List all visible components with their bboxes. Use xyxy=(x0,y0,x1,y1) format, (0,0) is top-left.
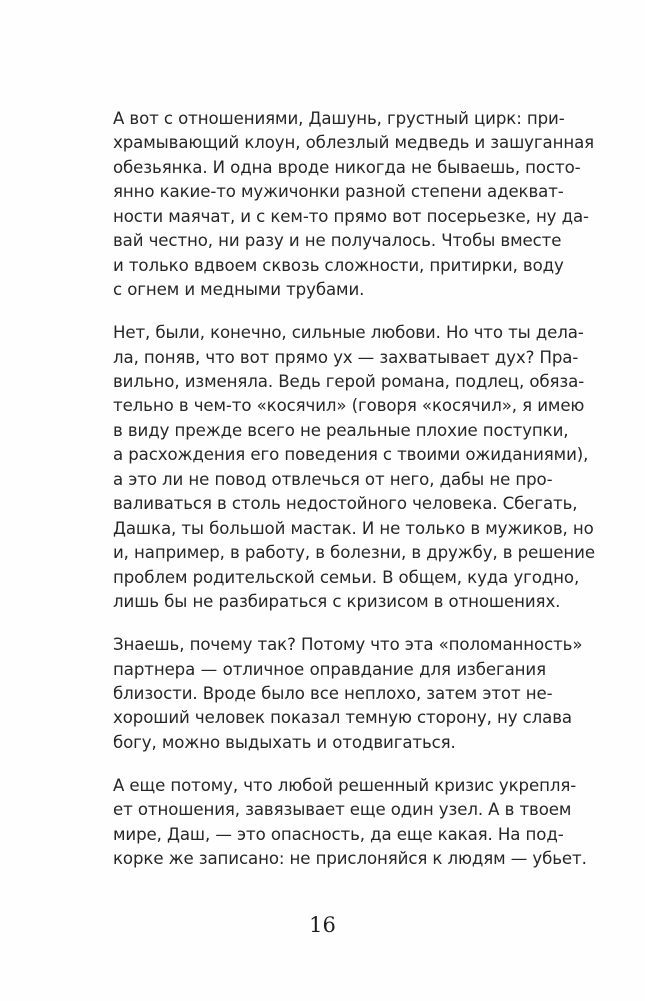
text-line: богу, можно выдыхать и отодвигаться. xyxy=(113,732,456,752)
text-line: ности маячат, и с кем-то прямо вот посерьезке, ну да- xyxy=(113,206,589,226)
text-line: хороший человек показал темную сторону, ну слава xyxy=(113,708,572,728)
text-line: тельно в чем-то «косячил» (говоря «косячил», я имею xyxy=(113,396,585,416)
text-line: обезьянка. И одна вроде никогда не бываешь, посто- xyxy=(113,157,581,177)
text-line: лишь бы не разбираться с кризисом в отношениях. xyxy=(113,592,561,612)
text-line: вильно, изменяла. Ведь герой романа, подлец, обяза- xyxy=(113,372,585,392)
text-line: с огнем и медными трубами. xyxy=(113,280,365,300)
text-line: мире, Даш, — это опасность, да еще какая. На под- xyxy=(113,824,564,844)
text-line: А еще потому, что любой решенный кризис укрепля- xyxy=(113,775,577,795)
paragraph-1 xyxy=(113,107,595,303)
paragraph-3 xyxy=(113,633,583,755)
text-line: проблем родительской семьи. В общем, куда угодно, xyxy=(113,567,580,587)
text-line: Знаешь, почему так? Потому что эта «поломанность» xyxy=(113,635,583,655)
text-line: корке же записано: не прислоняйся к людям — убьет. xyxy=(113,849,587,869)
paragraph-4 xyxy=(113,774,587,872)
paragraph-2 xyxy=(113,321,595,614)
text-line: храмывающий клоун, облезлый медведь и зашуганная xyxy=(113,133,595,153)
body-text xyxy=(113,107,595,890)
page-number: 16 xyxy=(309,913,336,937)
text-line: а это ли не повод отвлечься от него, дабы не про- xyxy=(113,469,553,489)
text-line: вай честно, ни разу и не получалось. Чтобы вместе xyxy=(113,231,562,251)
text-line: ла, поняв, что вот прямо ух — захватывает дух? Пра- xyxy=(113,347,579,367)
text-line: валиваться в столь недостойного человека. Сбегать, xyxy=(113,494,578,514)
text-line: ет отношения, завязывает еще один узел. А в твоем xyxy=(113,800,572,820)
text-line: янно какие-то мужичонки разной степени адекват- xyxy=(113,182,564,202)
text-line: и только вдвоем сквозь сложности, притирки, воду xyxy=(113,255,564,275)
text-line: А вот с отношениями, Дашунь, грустный цирк: при- xyxy=(113,109,565,128)
text-line: а расхождения его поведения с твоими ожиданиями), xyxy=(113,445,589,465)
text-line: партнера — отличное оправдание для избегания xyxy=(113,659,546,679)
text-line: близости. Вроде было все неплохо, затем этот не- xyxy=(113,683,553,703)
text-line: в виду прежде всего не реальные плохие поступки, xyxy=(113,420,569,440)
text-line: Нет, были, конечно, сильные любови. Но что ты дела- xyxy=(113,323,584,343)
text-line: и, например, в работу, в болезни, в дружбу, в решение xyxy=(113,543,595,563)
text-line: Дашка, ты большой мастак. И не только в мужиков, но xyxy=(113,518,594,538)
